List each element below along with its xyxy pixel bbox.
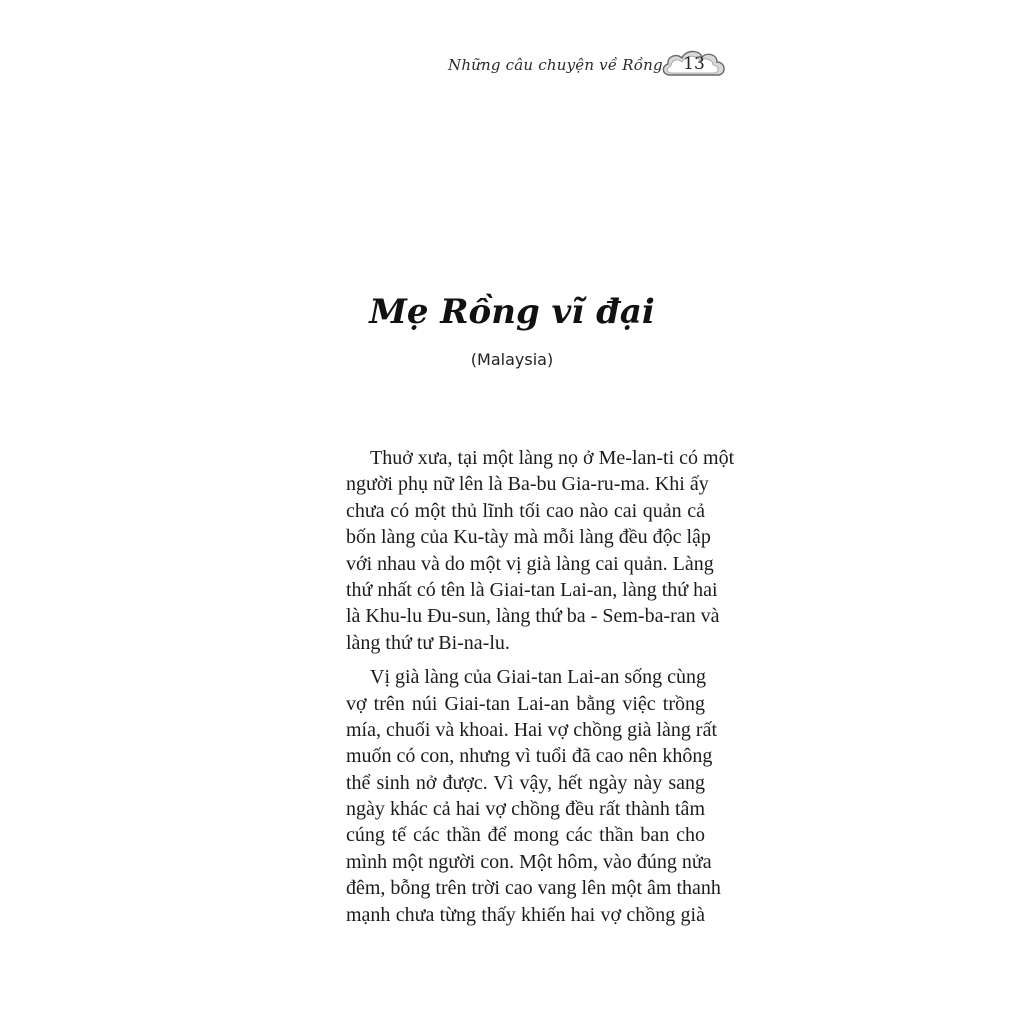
page-number: 13	[683, 54, 705, 74]
text-line: Vị già làng của Giai-tan Lai-an sống cùng	[370, 666, 706, 689]
text-line: ngày khác cả hai vợ chồng đều rất thành tâm	[346, 798, 705, 821]
text-line: với nhau và do một vị già làng cai quản. Làng	[346, 552, 714, 575]
text-line: chưa có một thủ lĩnh tối cao nào cai quản cả	[346, 499, 705, 522]
text-line: mình một người con. Một hôm, vào đúng nửa	[346, 850, 712, 873]
text-line: đêm, bỗng trên trời cao vang lên một âm thanh	[346, 877, 721, 900]
text-line: thể sinh nở được. Vì vậy, hết ngày này sang	[346, 771, 705, 794]
paragraph-2	[321, 664, 721, 928]
text-line: mía, chuối và khoai. Hai vợ chồng già làng rất	[346, 718, 718, 741]
text-line: người phụ nữ lên là Ba-bu Gia-ru-ma. Khi ấy	[346, 473, 709, 496]
text-line: là Khu-lu Đu-sun, làng thứ ba - Sem-ba-ran và	[346, 605, 720, 628]
chapter-subtitle: (Malaysia)	[470, 350, 554, 369]
story-body	[321, 445, 735, 928]
page-number-badge	[658, 45, 730, 85]
text-line: muốn có con, nhưng vì tuổi đã cao nên không	[346, 745, 713, 768]
text-line: Thuở xưa, tại một làng nọ ở Me-lan-ti có một	[370, 447, 735, 469]
paragraph-1	[321, 445, 735, 656]
text-line: bốn làng của Ku-tày mà mỗi làng đều độc lập	[346, 526, 711, 549]
text-line: mạnh chưa từng thấy khiến hai vợ chồng già	[346, 903, 705, 926]
chapter-title: Mẹ Rồng vĩ đại	[369, 292, 655, 332]
text-line: vợ trên núi Giai-tan Lai-an bằng việc trồng	[346, 692, 705, 715]
text-line: cúng tế các thần để mong các thần ban cho	[346, 824, 705, 847]
running-header: Những câu chuyện về Rồng	[448, 56, 663, 74]
text-line: làng thứ tư Bi-na-lu.	[346, 631, 510, 654]
text-line: thứ nhất có tên là Giai-tan Lai-an, làng thứ hai	[346, 578, 718, 601]
